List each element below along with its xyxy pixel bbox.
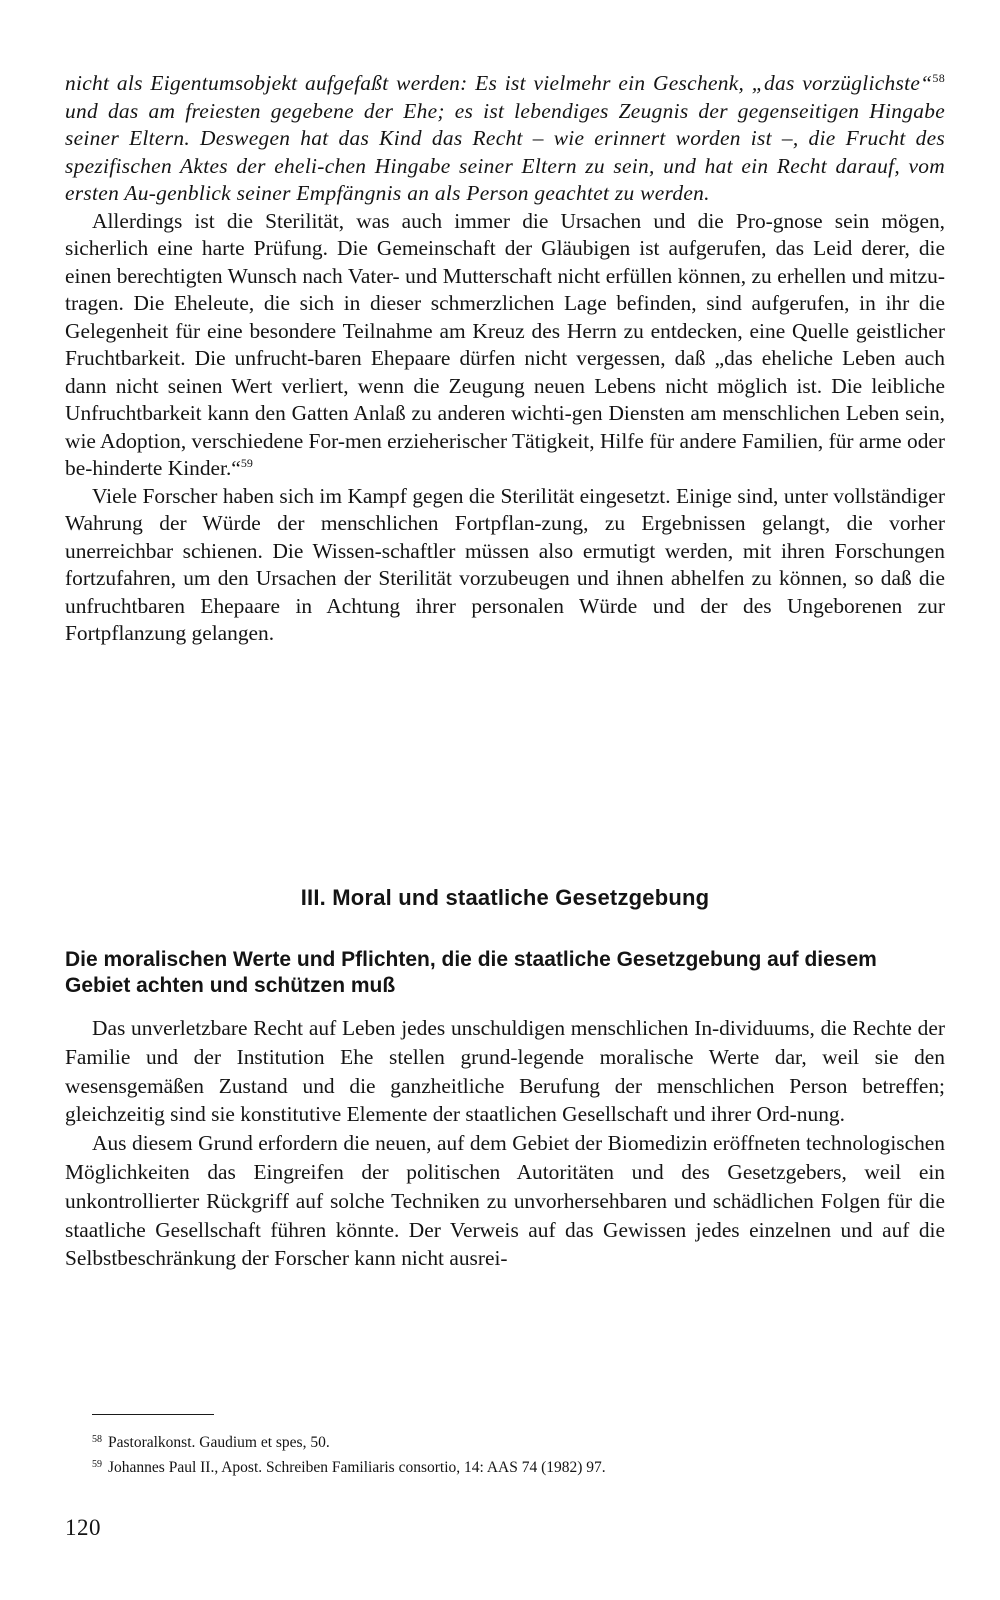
sterility-paragraph: [65, 208, 945, 483]
footnote-number: 59: [92, 1459, 102, 1470]
section-paragraph-2: Aus diesem Grund erfordern die neuen, auf dem Gebiet der Biomedizin eröffneten technologischen Möglichkeiten das Eingreifen der politischen Autoritäten und des Gesetzgebers, weil ein unkontrollierter Rückgriff auf solche Techniken zu unvorhersehbaren und schädlichen Folgen für die staatliche Gesellschaft führen könnte. Der Verweis auf das Gewissen jedes einzelnen und auf die Selbstbeschränkung der Forscher kann nicht ausrei-: [65, 1131, 945, 1271]
continuation-text-after-ref: und das am freiesten gegebene der Ehe; es ist lebendiges Zeugnis der gegenseitigen Hingabe seiner Eltern. Deswegen hat das Kind das Recht – wie erinnert worden ist –, die Frucht des spezifischen Aktes der eheli-chen Hingabe seiner Eltern zu sein, und hat ein Recht darauf, vom ersten Au-genblick seiner Empfängnis an als Person geachtet zu werden.: [65, 98, 945, 205]
footnote-ref-59[interactable]: 59: [240, 456, 253, 470]
section-title: III. Moral und staatliche Gesetzgebung: [300, 885, 710, 910]
section-body: [65, 1014, 945, 1273]
footnote-text: Johannes Paul II., Apost. Schreiben Familiaris consortio, 14: AAS 74 (1982) 97.: [108, 1459, 606, 1476]
body-text-upper: [65, 70, 945, 648]
continuation-paragraph: [65, 70, 945, 208]
section-subheading: Die moralischen Werte und Pflichten, die die staatliche Gesetzgebung auf diesem Gebiet achten und schützen muß: [65, 948, 877, 997]
section-paragraph-1: Das unverletzbare Recht auf Leben jedes unschuldigen menschlichen In-dividuums, die Rechte der Familie und der Institution Ehe stellen grund-legende moralische Werte dar, weil sie den wesensgemäßen Zustand und die ganzheitliche Berufung der menschlichen Person betreffen; gleichzeitig sind sie konstitutive Elemente der staatlichen Gesellschaft und ihrer Ord-nung.: [65, 1016, 945, 1127]
page: [65, 70, 946, 1271]
sterility-text: Allerdings ist die Sterilität, was auch immer die Ursachen und die Pro-gnose sein mögen, sicherlich eine harte Prüfung. Die Gemeinschaft der Gläubigen ist aufgerufen, das Leid derer, die einen berechtigten Wunsch nach Vater- und Mutterschaft nicht erfüllen können, zu erhellen und mitzu-tragen. Die Eheleute, die sich in dieser schmerzlichen Lage befinden, sind aufgerufen, in ihr die Gelegenheit für eine besondere Teilnahme am Kreuz des Herrn zu entdecken, eine Quelle geistlicher Fruchtbarkeit. Die unfrucht-baren Ehepaare dürfen nicht vergessen, daß „das eheliche Leben auch dann nicht seinen Wert verliert, wenn die Zeugung neuen Lebens nicht möglich ist. Die leibliche Unfruchtbarkeit kann den Gatten Anlaß zu anderen wichti-gen Diensten am menschlichen Leben sein, wie Adoption, verschiedene For-men erzieherischer Tätigkeit, Hilfe für andere Familien, für arme oder be-hinderte Kinder.“: [65, 208, 946, 480]
footnote-59: [92, 1455, 912, 1478]
footnote-divider: [92, 1414, 214, 1415]
footnotes: [92, 1430, 912, 1480]
continuation-text-before-ref: nicht als Eigentumsobjekt aufgefaßt werden: Es ist vielmehr ein Geschenk, „das vorzüglichste“: [65, 71, 933, 95]
research-paragraph: Viele Forscher haben sich im Kampf gegen die Sterilität eingesetzt. Einige sind, unter vollständiger Wahrung der Würde der menschlichen Fortpflan-zung, zu Ergebnissen gelangt, die vorher unerreichbar schienen. Die Wissen-schaftler müssen also ermutigt werden, mit ihren Forschungen fortzufahren, um den Ursachen der Sterilität vorzubeugen und ihnen abhelfen zu können, so daß die unfruchtbaren Ehepaare in Achtung ihrer personalen Würde und der des Ungeborenen zur Fortpflanzung gelangen.: [65, 483, 945, 645]
footnote-58: [92, 1430, 912, 1453]
page-number: 120: [65, 1515, 101, 1540]
footnote-ref-58[interactable]: 58: [932, 71, 945, 85]
footnote-text: Pastoralkonst. Gaudium et spes, 50.: [108, 1434, 330, 1451]
footnote-number: 58: [92, 1434, 102, 1445]
